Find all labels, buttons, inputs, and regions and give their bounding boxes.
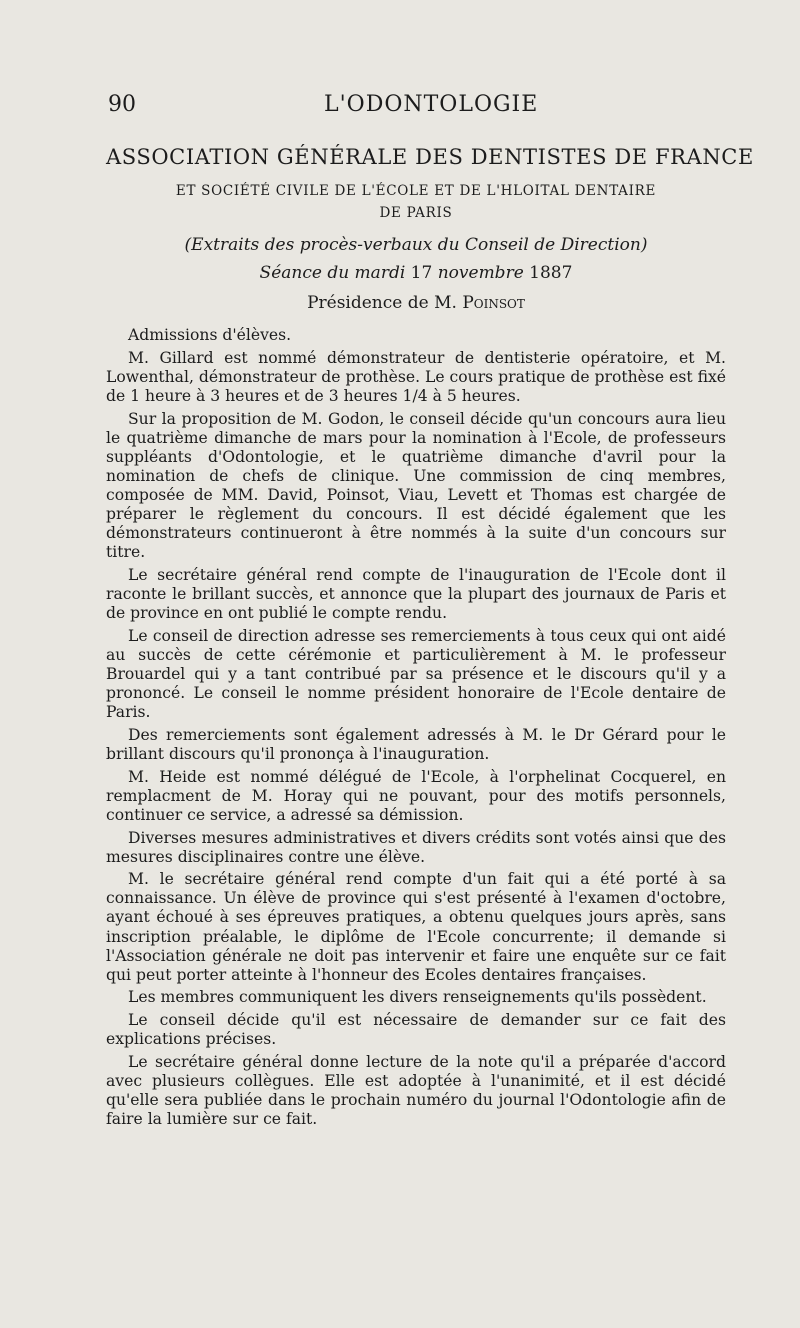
paragraph: Des remerciements sont également adressés à M. le Dr Gérard pour le brillant discours qu'il prononça à l'inauguration.	[106, 725, 726, 763]
paragraph: Le secrétaire général rend compte de l'inauguration de l'Ecole dont il raconte le brillant succès, et annonce que la plupart des journaux de Paris et de province en ont publié le compte rendu.	[106, 565, 726, 623]
journal-title: L'ODONTOLOGIE	[324, 92, 539, 117]
minutes-body	[106, 326, 726, 1133]
running-head	[106, 92, 726, 122]
paragraph: Diverses mesures administratives et divers crédits sont votés ainsi que des mesures disciplinaires contre une élève.	[106, 828, 726, 866]
session-date	[106, 263, 726, 283]
paragraph: Admissions d'élèves.	[128, 326, 292, 344]
paragraph: M. Gillard est nommé démonstrateur de dentisterie opératoire, et M. Lowenthal, démonstrateur de prothèse. Le cours pratique de prothèse est fixé de 1 heure à 3 heures et de 3 heures 1/4 à 5 heures.	[106, 348, 726, 405]
extraits-caption: (Extraits des procès-verbaux du Conseil de Direction)	[184, 235, 648, 255]
paragraph: Le secrétaire général donne lecture de la note qu'il a préparée d'accord avec plusieurs collègues. Elle est adoptée à l'unanimité, et il est décidé qu'elle sera publiée dans le prochain numéro du journal l'Odontologie afin de faire la lumière sur ce fait.	[106, 1052, 726, 1129]
paragraph: Les membres communiquent les divers renseignements qu'ils possèdent.	[128, 988, 707, 1007]
paragraph: M. Heide est nommé délégué de l'Ecole, à l'orphelinat Cocquerel, en remplacment de M. Horay qui ne pouvant, pour des motifs personnels, continuer ce service, a adressé sa démission.	[106, 767, 726, 824]
association-title: ASSOCIATION GÉNÉRALE DES DENTISTES DE FRANCE	[106, 145, 754, 169]
presidence-name: Poinsot	[462, 293, 525, 313]
session-label: Séance du mardi	[259, 263, 406, 283]
subtitle-line-1: ET SOCIÉTÉ CIVILE DE L'ÉCOLE ET DE L'HLOITAL DENTAIRE	[175, 183, 657, 199]
session-day: 17	[410, 263, 433, 283]
subtitle-line-2: DE PARIS	[379, 205, 453, 221]
page-number: 90	[108, 92, 136, 117]
session-month: novembre	[437, 263, 524, 283]
paragraph: Le conseil de direction adresse ses remerciements à tous ceux qui ont aidé au succès de cette cérémonie et particulièrement à M. le professeur Brouardel qui y a tant contribué par sa présence et le discours qu'il y a prononcé. Le conseil le nomme président honoraire de l'Ecole dentaire de Paris.	[106, 626, 726, 722]
paragraph: Sur la proposition de M. Godon, le conseil décide qu'un concours aura lieu le quatrième dimanche de mars pour la nomination à l'Ecole, de professeurs suppléants d'Odontologie, et le quatrième dimanche d'avril pour la nomination de chefs de clinique. Une commission de cinq membres, composée de MM. David, Poinsot, Viau, Levett et Thomas est chargée de préparer le règlement du concours. Il est décidé également que les démonstrateurs continueront à être nommés à la suite d'un concours sur titre.	[106, 409, 726, 562]
presidence-line	[106, 293, 726, 313]
session-year: 1887	[529, 263, 573, 283]
paragraph: M. le secrétaire général rend compte d'un fait qui a été porté à sa connaissance. Un élève de province qui s'est présenté à l'examen d'octobre, ayant échoué à ses épreuves pratiques, a obtenu quelques jours après, sans inscription préalable, le diplôme de l'Ecole concurrente; il demande si l'Association générale ne doit pas intervenir et faire une enquête sur ce fait qui peut porter atteinte à l'honneur des Ecoles dentaires françaises.	[106, 870, 726, 984]
presidence-label: Présidence de M.	[307, 293, 457, 313]
paragraph: Le conseil décide qu'il est nécessaire de demander sur ce fait des explications précises.	[106, 1011, 726, 1049]
